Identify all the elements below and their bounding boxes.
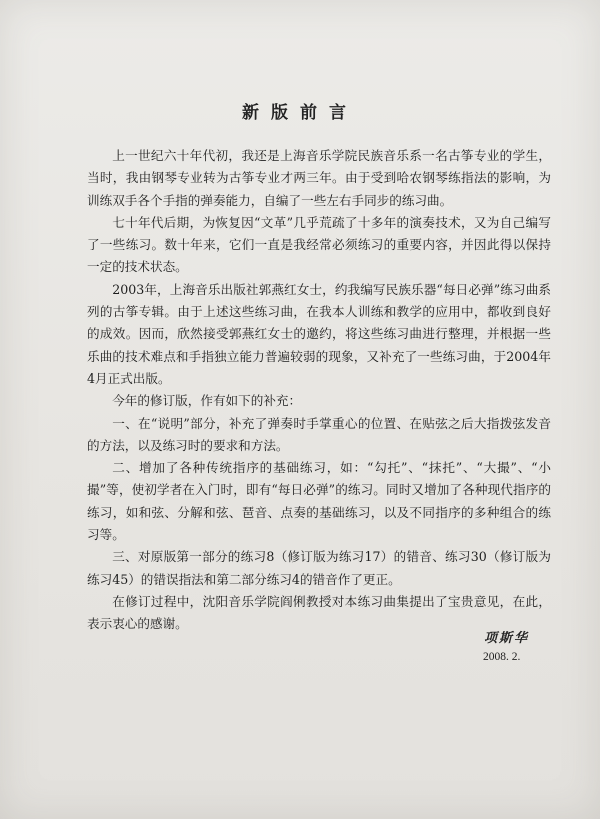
paragraph-3: 2003年，上海音乐出版社郭燕红女士，约我编写民族乐器“每日必弹”练习曲系列的古筝专辑。由于上述这些练习曲，在我本人训练和教学的应用中，都收到良好的成效。因而，欣然接受郭燕红女士的邀约，将这些练习曲进行整理，并根据一些乐曲的技术难点和手指独立能力普遍较弱的现象，又补充了一些练习曲，于2004年4月正式出版。 [87,281,551,386]
preface-body [87,145,551,636]
paragraph-2: 七十年代后期，为恢复因“文革”几乎荒疏了十多年的演奏技术，又为自己编写了一些练习。数十年来，它们一直是我经常必须练习的重要内容，并因此得以保持一定的技术状态。 [87,214,551,275]
signature-date: 2008. 2. [483,651,521,663]
paragraph-1: 上一世纪六十年代初，我还是上海音乐学院民族音乐系一名古筝专业的学生，当时，我由钢琴专业转为古筝专业才两三年。由于受到哈农钢琴练指法的影响，为训练双手各个手指的弹奏能力，自编了一些左右手同步的练习曲。 [87,148,551,208]
list-item-2: 二、增加了各种传统指序的基础练习，如：“勾托”、“抹托”、“大撮”、“小撮”等，使初学者在入门时，即有“每日必弹”的练习。同时又增加了各种现代指序的练习，如和弦、分解和弦、琶音、点奏的基础练习，以及不同指序的多种组合的练习等。 [87,460,551,543]
page-title: 新版前言 [242,103,358,123]
paragraph-4: 今年的修订版，作有如下的补充： [112,393,302,409]
list-item-1: 一、在“说明”部分，补充了弹奏时手掌重心的位置、在贴弦之后大指拨弦发音的方法，以及练习时的要求和方法。 [87,415,551,453]
author-signature: 项斯华 [484,631,530,646]
list-item-3: 三、对原版第一部分的练习8（修订版为练习17）的错音、练习30（修订版为练习45）的错误指法和第二部分练习4的错音作了更正。 [87,549,551,587]
paragraph-acknowledgement: 在修订过程中，沈阳音乐学院阎俐教授对本练习曲集提出了宝贵意见，在此，表示衷心的感谢。 [87,593,551,632]
